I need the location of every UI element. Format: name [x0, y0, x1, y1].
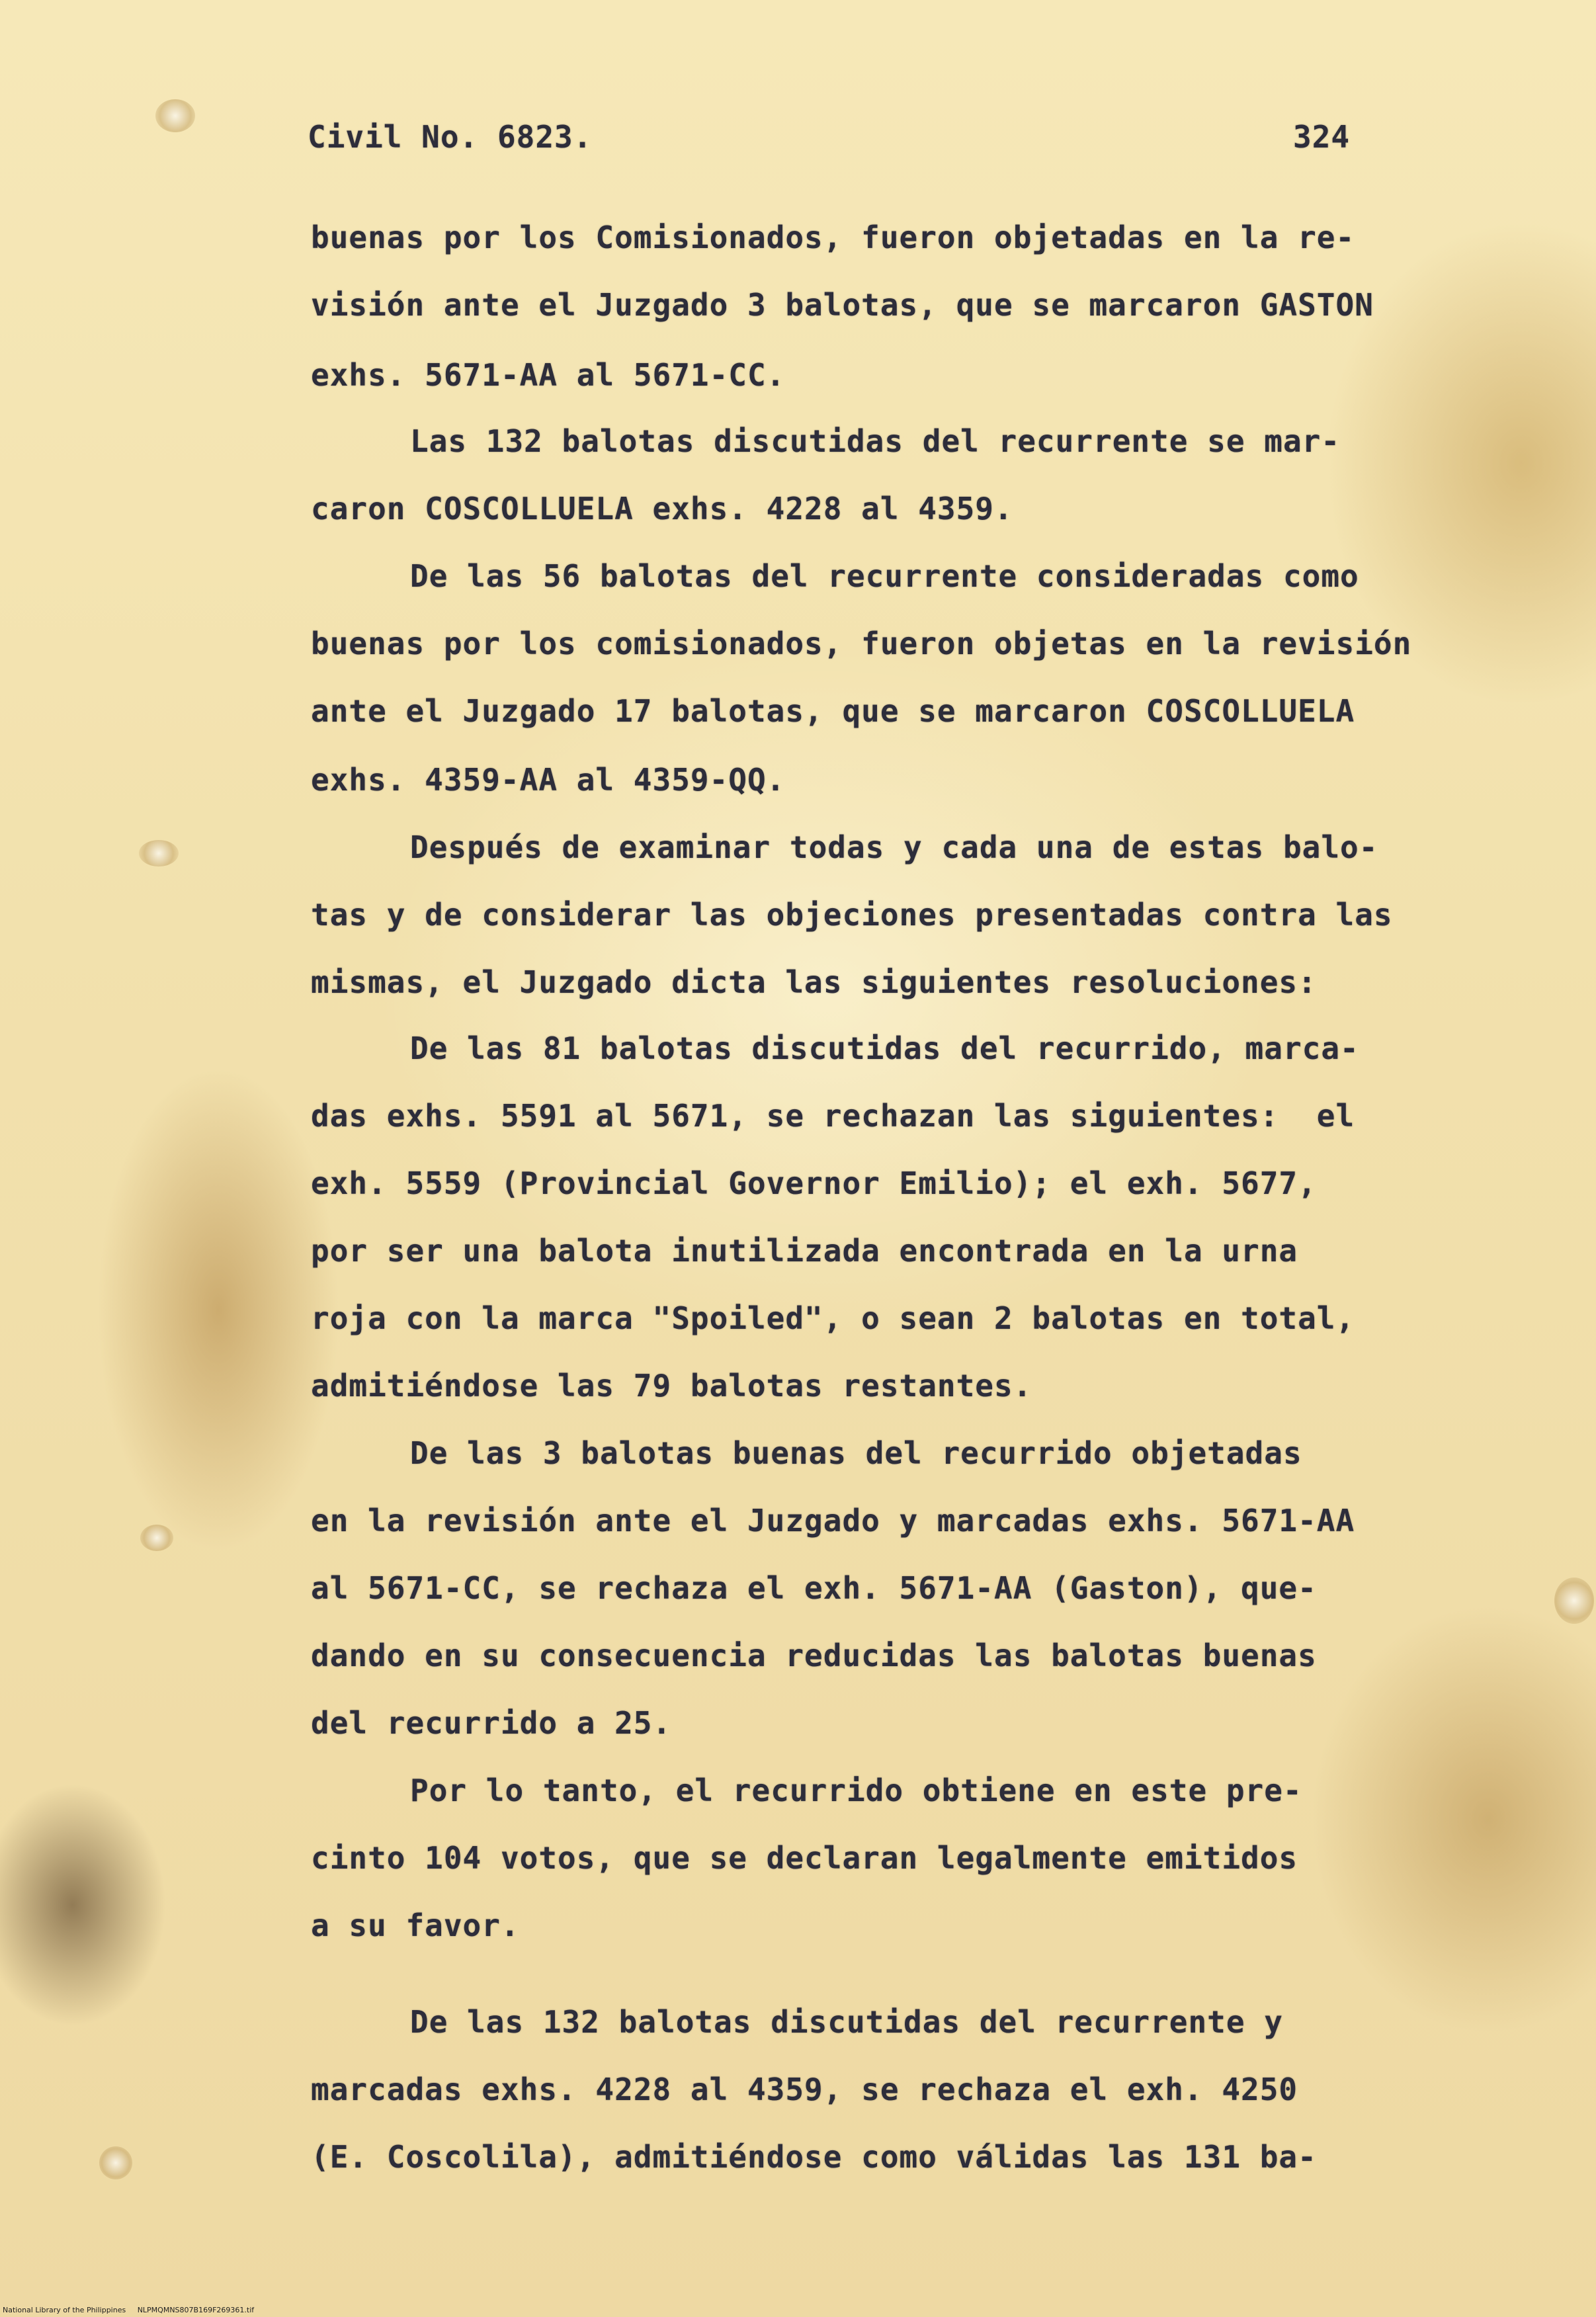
case-number: Civil No. 6823. — [308, 119, 593, 155]
text-line: mismas, el Juzgado dicta las siguientes resoluciones: — [311, 964, 1317, 1000]
punch-hole — [155, 99, 195, 132]
text-line: por ser una balota inutilizada encontrada en la urna — [311, 1233, 1298, 1269]
text-line: caron COSCOLLUELA exhs. 4228 al 4359. — [311, 491, 1013, 527]
text-line: De las 3 balotas buenas del recurrido objetadas — [410, 1435, 1302, 1471]
punch-hole — [1554, 1578, 1594, 1624]
text-line: exhs. 5671-AA al 5671-CC. — [311, 357, 786, 393]
text-line: Las 132 balotas discutidas del recurrente se mar- — [410, 423, 1341, 459]
text-line: roja con la marca "Spoiled", o sean 2 balotas en total, — [311, 1300, 1355, 1336]
text-line: admitiéndose las 79 balotas restantes. — [311, 1368, 1032, 1404]
text-line: cinto 104 votos, que se declaran legalmente emitidos — [311, 1840, 1298, 1876]
text-line: das exhs. 5591 al 5671, se rechazan las siguientes: el — [311, 1098, 1355, 1134]
text-line: dando en su consecuencia reducidas las balotas buenas — [311, 1638, 1317, 1673]
text-line: De las 56 balotas del recurrente consideradas como — [410, 558, 1359, 594]
punch-hole — [99, 2146, 132, 2179]
text-line: exh. 5559 (Provincial Governor Emilio); el exh. 5677, — [311, 1165, 1317, 1201]
text-line: Por lo tanto, el recurrido obtiene en este pre- — [410, 1773, 1302, 1808]
text-line: a su favor. — [311, 1908, 520, 1943]
text-line: buenas por los comisionados, fueron objetas en la revisión — [311, 626, 1412, 661]
text-line: al 5671-CC, se rechaza el exh. 5671-AA (Gaston), que- — [311, 1570, 1317, 1606]
text-line: en la revisión ante el Juzgado y marcadas exhs. 5671-AA — [311, 1503, 1355, 1538]
text-line: (E. Coscolila), admitiéndose como válidas las 131 ba- — [311, 2139, 1317, 2175]
archive-footer: National Library of the Philippines NLPMQMNS807B169F269361.tif — [3, 2306, 255, 2314]
text-line: Después de examinar todas y cada una de estas balo- — [410, 829, 1378, 865]
page-number: 324 — [1293, 119, 1351, 155]
text-line: ante el Juzgado 17 balotas, que se marcaron COSCOLLUELA — [311, 693, 1355, 729]
text-line: exhs. 4359-AA al 4359-QQ. — [311, 762, 786, 798]
text-line: del recurrido a 25. — [311, 1705, 672, 1741]
text-line: tas y de considerar las objeciones presentadas contra las — [311, 897, 1393, 933]
text-line: De las 81 balotas discutidas del recurrido, marca- — [410, 1031, 1359, 1066]
text-line: buenas por los Comisionados, fueron objetadas en la re- — [311, 220, 1355, 255]
text-line: marcadas exhs. 4228 al 4359, se rechaza el exh. 4250 — [311, 2072, 1298, 2107]
punch-hole — [139, 840, 179, 866]
text-line: visión ante el Juzgado 3 balotas, que se marcaron GASTON — [311, 287, 1374, 323]
text-line: De las 132 balotas discutidas del recurrente y — [410, 2004, 1283, 2040]
punch-hole — [140, 1525, 173, 1551]
